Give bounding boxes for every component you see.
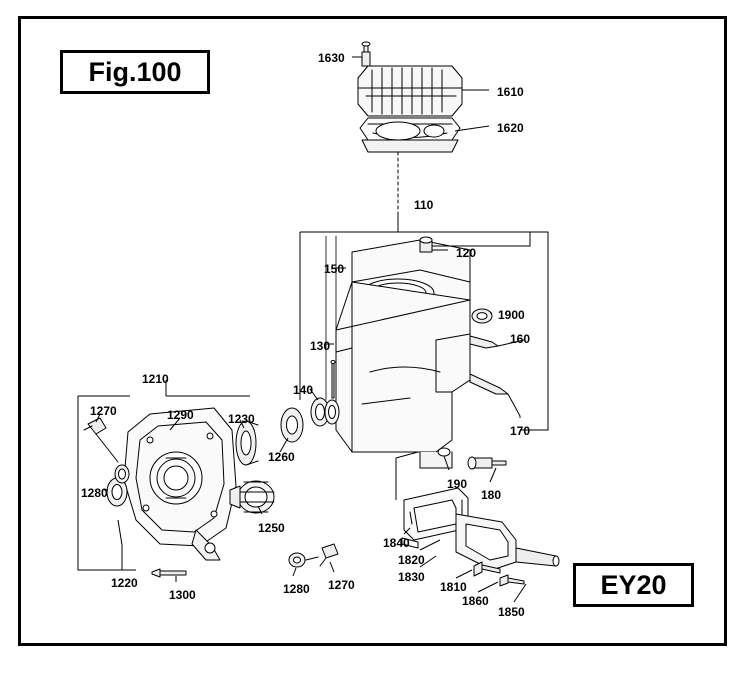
part-callout-1270-upper: 1270 (90, 404, 117, 418)
part-callout-1900: 1900 (498, 308, 525, 322)
part-callout-150: 150 (324, 262, 345, 276)
part-callout-120: 120 (456, 246, 477, 260)
part-callout-130: 130 (310, 339, 331, 353)
part-callout-1210: 1210 (142, 372, 169, 386)
part-callout-1860: 1860 (462, 594, 489, 608)
part-callout-190: 190 (447, 477, 468, 491)
model-label-box (573, 563, 694, 607)
figure-label: Fig.100 (88, 56, 182, 87)
part-callout-1850: 1850 (498, 605, 525, 619)
part-callout-1810: 1810 (440, 580, 467, 594)
part-callout-160: 160 (510, 332, 531, 346)
part-callout-1280-lower: 1280 (283, 582, 310, 596)
part-callout-1300: 1300 (169, 588, 196, 602)
part-callout-110: 110 (414, 198, 434, 212)
part-callout-1830: 1830 (398, 570, 425, 584)
part-callout-1220: 1220 (111, 576, 138, 590)
model-label: EY20 (600, 569, 667, 600)
part-callout-1610: 1610 (497, 85, 524, 99)
figure-label-box (60, 50, 210, 94)
part-callout-1620: 1620 (497, 121, 524, 135)
part-callout-1630: 1630 (318, 51, 345, 65)
part-callout-1290: 1290 (167, 408, 194, 422)
part-callout-1280-left: 1280 (81, 486, 108, 500)
part-callout-1270-lower: 1270 (328, 578, 355, 592)
part-callout-1260: 1260 (268, 450, 295, 464)
part-callout-140: 140 (293, 383, 314, 397)
part-callout-1820: 1820 (398, 553, 425, 567)
part-callout-1230: 1230 (228, 412, 255, 426)
part-callout-1840: 1840 (383, 536, 410, 550)
part-callout-170: 170 (510, 424, 531, 438)
part-callout-180: 180 (481, 488, 502, 502)
part-callout-1250: 1250 (258, 521, 285, 535)
